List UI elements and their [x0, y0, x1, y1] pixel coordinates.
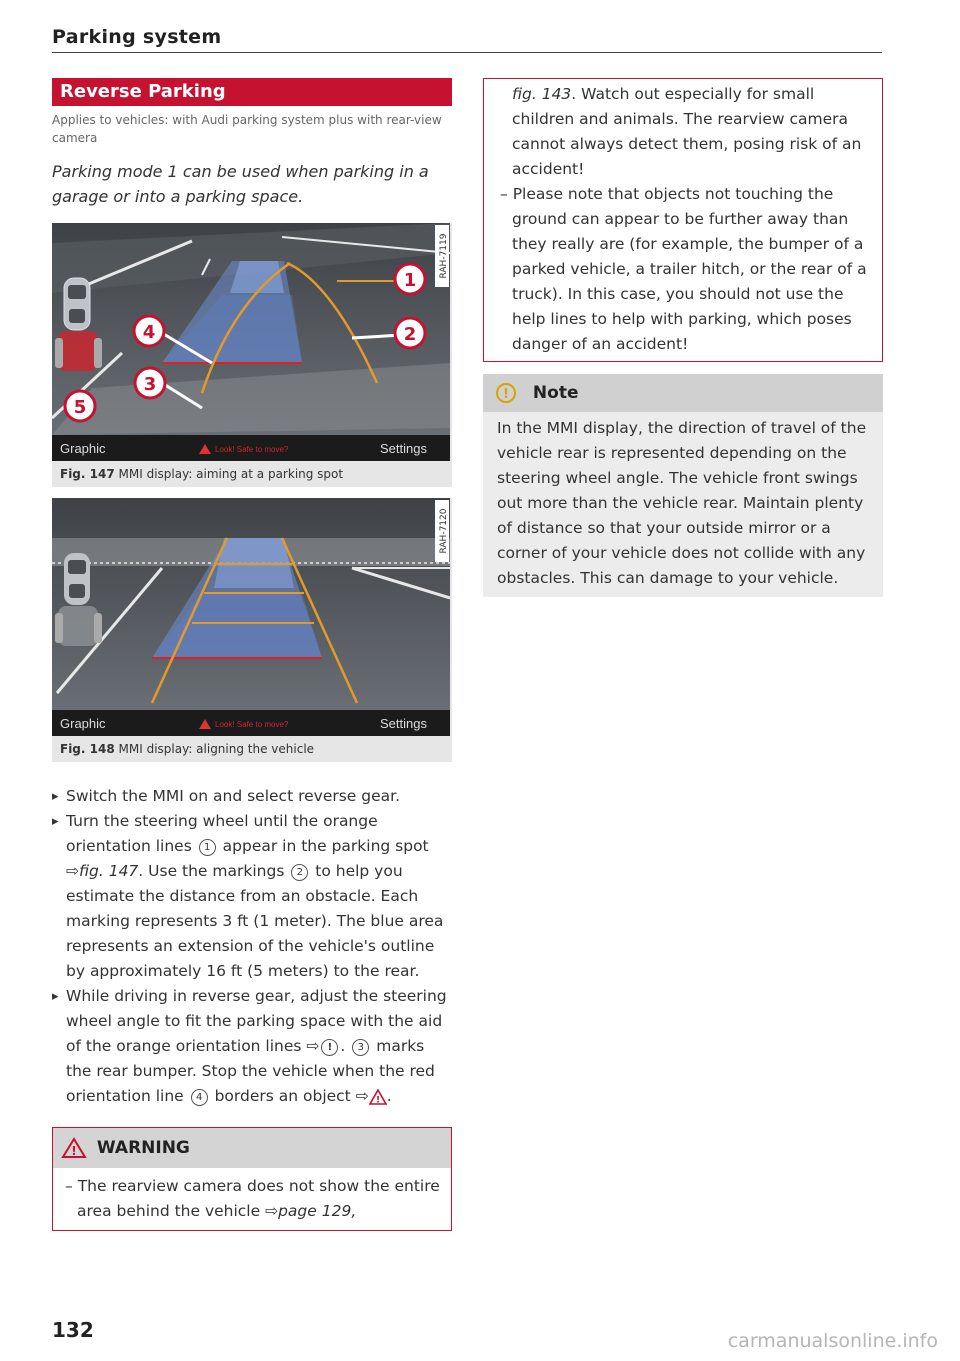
svg-text:2: 2 — [403, 324, 417, 345]
figure-148-code: RAH-7120 — [439, 508, 449, 554]
page-129-link[interactable]: page 129, — [278, 1202, 357, 1220]
warning-triangle-icon — [61, 1137, 87, 1159]
figure-147-caption — [52, 461, 452, 487]
note-ref-icon[interactable]: ! — [321, 1039, 338, 1056]
step-1: ▸ Switch the MMI on and select reverse gear. — [52, 784, 452, 809]
svg-text:3: 3 — [143, 374, 157, 395]
intro-text: Parking mode 1 can be used when parking in a garage or into a parking space. — [52, 162, 429, 206]
fig147-settings-label: Settings — [380, 441, 427, 456]
warning-continued-item-1: fig. 143. Watch out especially for small children and animals. The rearview camera cannot always detect them, posing risk of an accident! — [512, 85, 862, 178]
fig148-graphic-label: Graphic — [60, 716, 106, 731]
section-title: Reverse Parking — [52, 78, 452, 106]
note-body: In the MMI display, the direction of travel of the vehicle rear is represented depending on the steering wheel angle. The vehicle front swings out more than the vehicle rear. Maintain plenty of distance so that your outside mirror or a corner of your vehicle does not collide with any obstacles. This can damage to your vehicle. — [497, 419, 867, 587]
figure-148-label: Fig. 148 — [60, 742, 115, 756]
watermark: carmanualsonline.info — [727, 1330, 938, 1352]
warning-item-1: – The rearview camera does not show the entire area behind the vehicle ⇨page 129, — [65, 1177, 440, 1220]
marker-1: 1 — [199, 839, 216, 856]
fig-143-link[interactable]: fig. 143 — [512, 85, 572, 103]
left-column — [52, 78, 452, 1231]
warning-header — [53, 1128, 451, 1168]
note-header — [483, 374, 883, 412]
arrow-right-icon: ⇨ — [306, 1037, 320, 1055]
figure-148 — [52, 498, 452, 762]
arrow-right-icon: ⇨ — [265, 1202, 279, 1220]
callout-3 — [135, 368, 165, 398]
warning-body — [53, 1168, 451, 1230]
step-2: ▸ Turn the steering wheel until the orange orientation lines 1 appear in the parking spot ⇨fig. 147. Use the markings 2 to help you estimate the distance from an obstacle. Each marking represents 3 ft (1 meter). The blue area represents an extension of the vehicle's outline by approximately 16 ft (5 meters) to the rear. — [52, 809, 452, 984]
note-title: Note — [532, 383, 579, 403]
figure-147 — [52, 223, 452, 487]
figure-147-code: RAH-7119 — [439, 233, 449, 279]
fig148-settings-label: Settings — [380, 716, 427, 731]
callout-5 — [65, 391, 95, 421]
fig148-warning-text: Look! Safe to move? — [215, 720, 289, 729]
warning-ref-icon[interactable] — [369, 1089, 387, 1105]
warning-title: WARNING — [96, 1138, 190, 1158]
figure-148-caption-text: MMI display: aligning the vehicle — [118, 742, 315, 756]
svg-text:1: 1 — [403, 270, 417, 291]
arrow-right-icon: ⇨ — [355, 1087, 369, 1105]
marker-2: 2 — [291, 864, 308, 881]
header-rule — [52, 52, 882, 53]
step-3: ▸ While driving in reverse gear, adjust the steering wheel angle to fit the parking space with the aid of the orange orientation lines ⇨ ! . 3 marks the rear bumper. Stop the vehicle when the red orientation line 4 borders an object ⇨ ! . — [52, 984, 452, 1109]
svg-text:4: 4 — [142, 322, 156, 343]
right-column — [483, 78, 883, 597]
warning-box — [52, 1127, 452, 1231]
callout-4 — [134, 316, 164, 346]
warning-continued-box — [483, 78, 883, 362]
warning-continued-item-2: – Please note that objects not touching the ground can appear to be further away than they really are (for example, the bumper of a parked vehicle, a trailer hitch, or the rear of a truck). In this case, you should not use the help lines to help with parking, which poses danger of an accident! — [500, 185, 867, 353]
fig147-graphic-label: Graphic — [60, 441, 106, 456]
fig-147-link[interactable]: fig. 147 — [79, 862, 139, 880]
svg-text:5: 5 — [73, 397, 87, 418]
figure-147-caption-text: MMI display: aiming at a parking spot — [118, 467, 344, 481]
figure-147-label: Fig. 147 — [60, 467, 115, 481]
figure-147-image — [52, 223, 450, 461]
figure-148-image — [52, 498, 450, 736]
marker-3: 3 — [352, 1039, 369, 1056]
fig147-warning-text: Look! Safe to move? — [215, 445, 289, 454]
page-number: 132 — [52, 1318, 94, 1342]
figure-148-caption — [52, 736, 452, 762]
marker-4: 4 — [191, 1089, 208, 1106]
instruction-steps — [52, 784, 452, 1109]
note-box — [483, 374, 883, 597]
svg-text:!: ! — [503, 387, 509, 402]
callout-1 — [395, 264, 425, 294]
callout-2 — [395, 318, 425, 348]
page-header-title: Parking system — [52, 26, 222, 48]
applies-to-text: Applies to vehicles: with Audi parking system plus with rear-view camera — [52, 113, 442, 145]
arrow-right-icon: ⇨ — [66, 862, 79, 880]
note-icon — [495, 382, 517, 404]
svg-text:!: ! — [71, 1144, 77, 1158]
svg-text:!: ! — [375, 1095, 380, 1105]
